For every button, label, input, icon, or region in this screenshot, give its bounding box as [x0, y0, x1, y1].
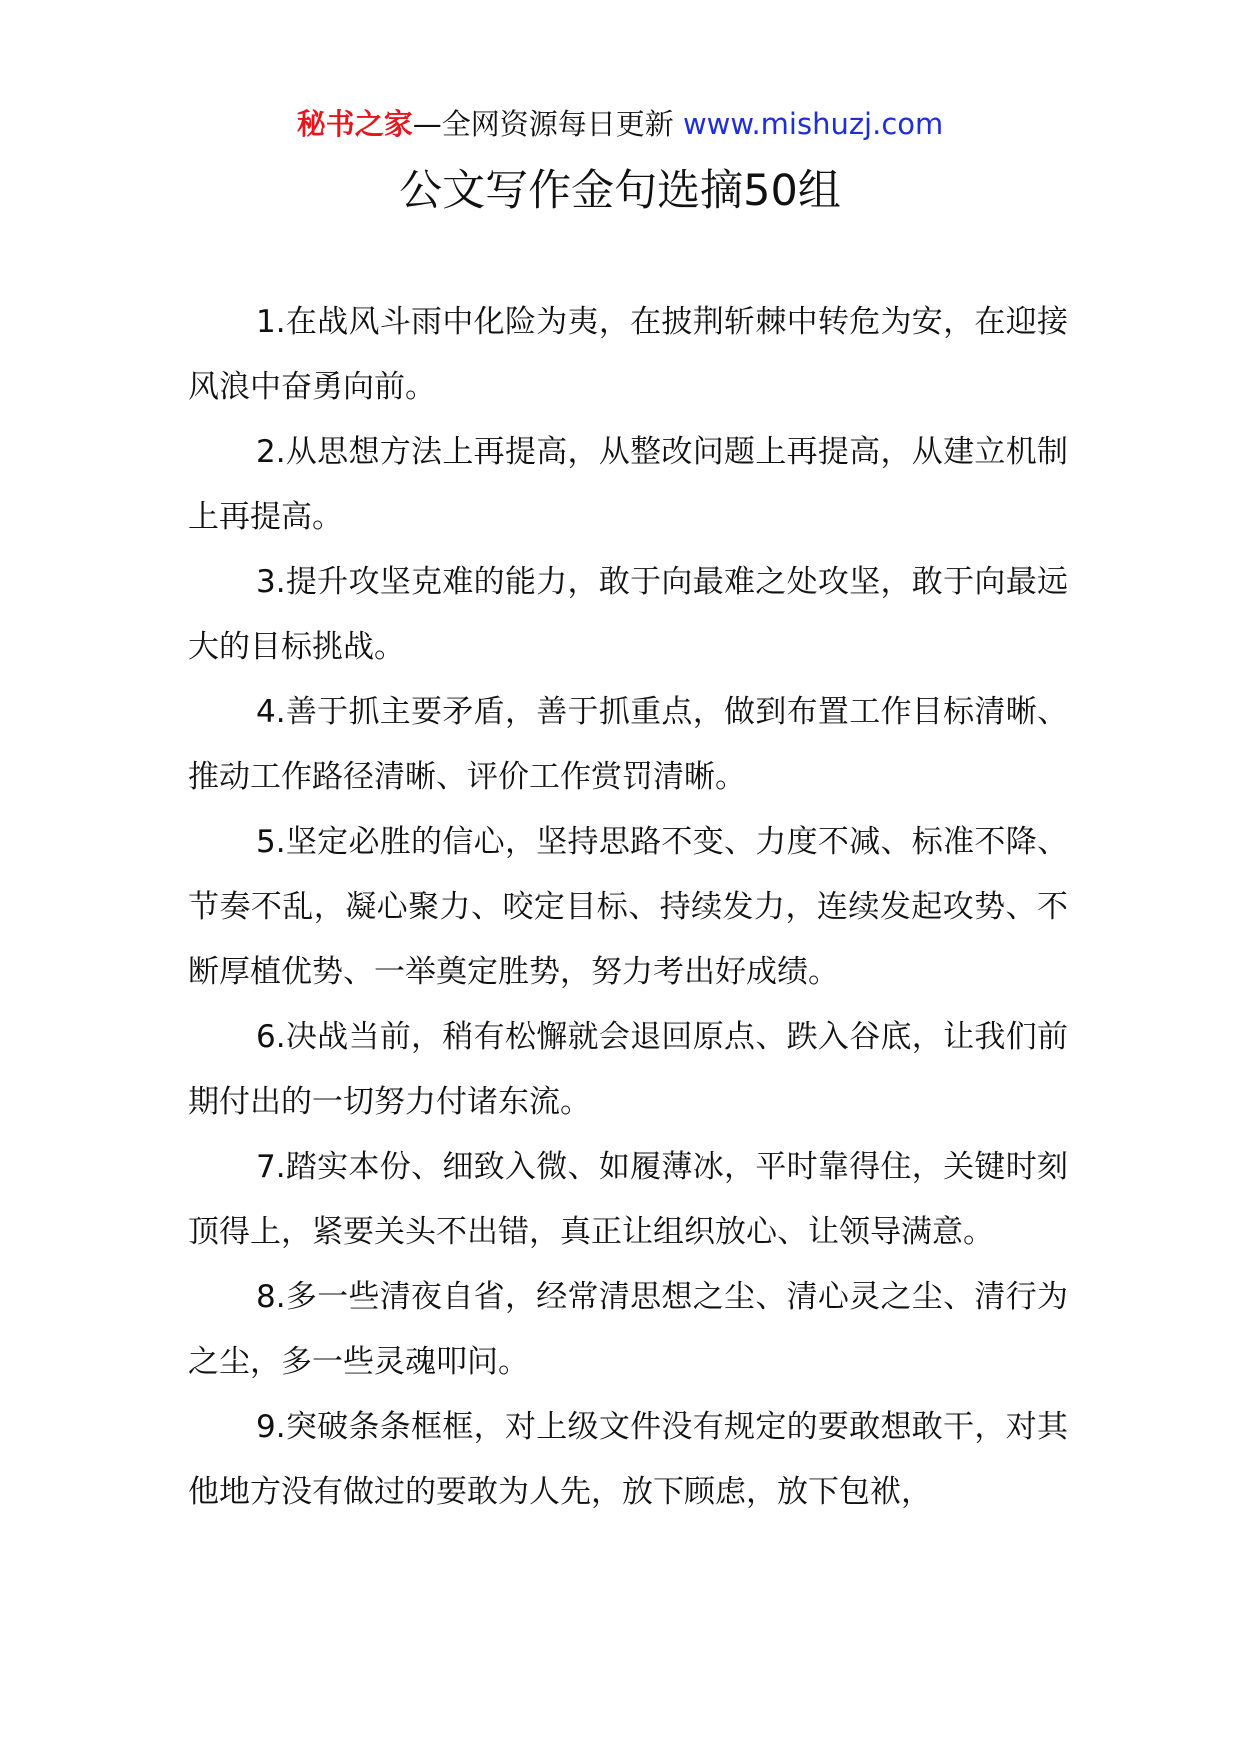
document-body: [188, 290, 1068, 1525]
list-item: 7.踏实本份、细致入微、如履薄冰，平时靠得住，关键时刻顶得上，紧要关头不出错，真正让组织放心、让领导满意。: [188, 1149, 1068, 1250]
list-item: 5.坚定必胜的信心，坚持思路不变、力度不减、标准不降、节奏不乱，凝心聚力、咬定目标、持续发力，连续发起攻势、不断厚植优势、一举奠定胜势，努力考出好成绩。: [188, 824, 1068, 990]
site-url-link[interactable]: www.mishuzj.com: [682, 107, 944, 141]
site-header: [0, 102, 1240, 146]
site-tagline: —全网资源每日更新: [412, 107, 683, 141]
list-item: 2.从思想方法上再提高，从整改问题上再提高，从建立机制上再提高。: [188, 434, 1068, 535]
list-item: 1.在战风斗雨中化险为夷，在披荆斩棘中转危为安，在迎接风浪中奋勇向前。: [188, 304, 1068, 405]
brand-name: 秘书之家: [296, 107, 413, 141]
list-item: 8.多一些清夜自省，经常清思想之尘、清心灵之尘、清行为之尘，多一些灵魂叩问。: [188, 1279, 1068, 1380]
list-item: 9.突破条条框框，对上级文件没有规定的要敢想敢干，对其他地方没有做过的要敢为人先，放下顾虑，放下包袱，: [188, 1409, 1068, 1510]
list-item: 3.提升攻坚克难的能力，敢于向最难之处攻坚，敢于向最远大的目标挑战。: [188, 564, 1068, 665]
document-title: 公文写作金句选摘50组: [399, 166, 841, 216]
list-item: 6.决战当前，稍有松懈就会退回原点、跌入谷底，让我们前期付出的一切努力付诸东流。: [188, 1019, 1068, 1120]
list-item: 4.善于抓主要矛盾，善于抓重点，做到布置工作目标清晰、推动工作路径清晰、评价工作赏罚清晰。: [188, 694, 1068, 795]
